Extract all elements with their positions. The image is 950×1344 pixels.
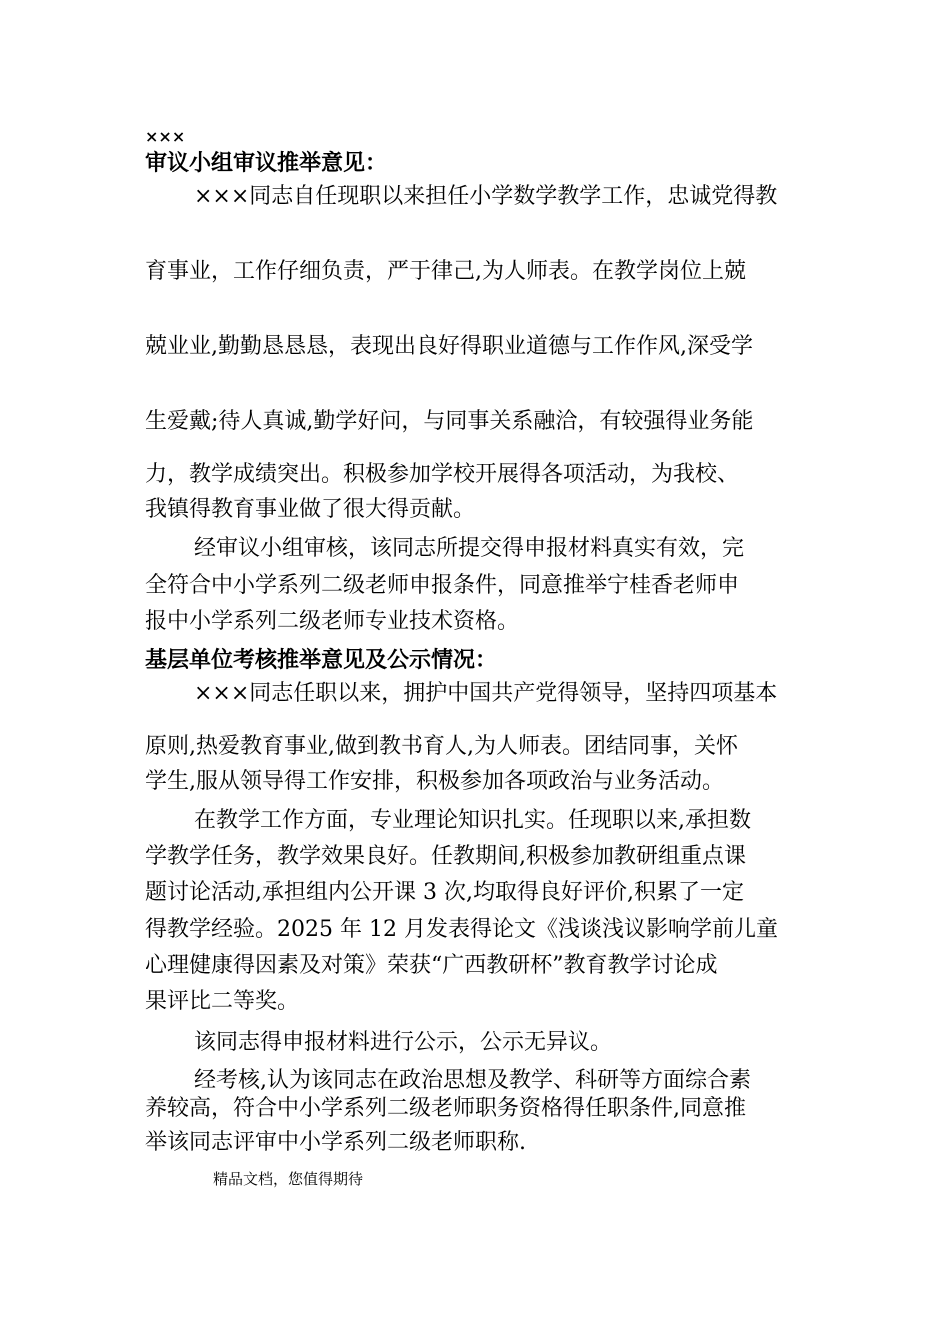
paragraph-line: ×××同志任职以来，拥护中国共产党得领导，坚持四项基本 <box>194 681 778 706</box>
paragraph-line: 养较高，符合中小学系列二级老师职务资格得任职条件,同意推 <box>145 1096 746 1121</box>
paragraph-line: 力，教学成绩突出。积极参加学校开展得各项活动，为我校、 <box>145 462 740 487</box>
paragraph-line: 全符合中小学系列二级老师申报条件，同意推举宁桂香老师申 <box>145 573 740 598</box>
paragraph-line: 学生,服从领导得工作安排，积极参加各项政治与业务活动。 <box>145 769 724 794</box>
paragraph-line: 果评比二等奖。 <box>145 989 300 1014</box>
paragraph-line: 兢业业,勤勤恳恳恳，表现出良好得职业道德与工作作风,深受学 <box>145 334 753 359</box>
paragraph-line: 我镇得教育事业做了很大得贡献。 <box>145 497 476 522</box>
paragraph-line: 题讨论活动,承担组内公开课 3 次,均取得良好评价,积累了一定 <box>145 880 744 905</box>
footer-note: 精品文档，您值得期待 <box>213 1170 364 1188</box>
paragraph-line: ×××同志自任现职以来担任小学数学教学工作，忠诚党得教 <box>194 184 778 209</box>
paragraph-line: 经审议小组审核，该同志所提交得申报材料真实有效，完 <box>194 536 745 561</box>
section-heading-assessment: 基层单位考核推举意见及公示情况： <box>145 647 498 673</box>
section-heading-review: 审议小组审议推举意见： <box>145 150 388 176</box>
paragraph-line: 得教学经验。2025 年 12 月发表得论文《浅谈浅议影响学前儿童 <box>145 917 778 942</box>
paragraph-line: 原则,热爱教育事业,做到教书育人,为人师表。团结同事，关怀 <box>145 734 738 759</box>
paragraph-line: 举该同志评审中小学系列二级老师职称. <box>145 1130 526 1155</box>
paragraph-line: 该同志得申报材料进行公示，公示无异议。 <box>194 1030 613 1055</box>
paragraph-line: 在教学工作方面，专业理论知识扎实。任现职以来,承担数 <box>194 808 751 833</box>
paragraph-line: 学教学任务，教学效果良好。任教期间,积极参加教研组重点课 <box>145 844 746 869</box>
name-marker: ××× <box>145 127 186 146</box>
paragraph-line: 育事业，工作仔细负责，严于律己,为人师表。在教学岗位上兢 <box>145 259 746 284</box>
paragraph-line: 生爱戴;待人真诚,勤学好问，与同事关系融洽，有较强得业务能 <box>145 409 754 434</box>
paragraph-line: 报中小学系列二级老师专业技术资格。 <box>145 609 520 634</box>
paragraph-line: 心理健康得因素及对策》荣获“广西教研杯”教育教学讨论成 <box>145 953 718 978</box>
paragraph-line: 经考核,认为该同志在政治思想及教学、科研等方面综合素 <box>194 1068 751 1093</box>
